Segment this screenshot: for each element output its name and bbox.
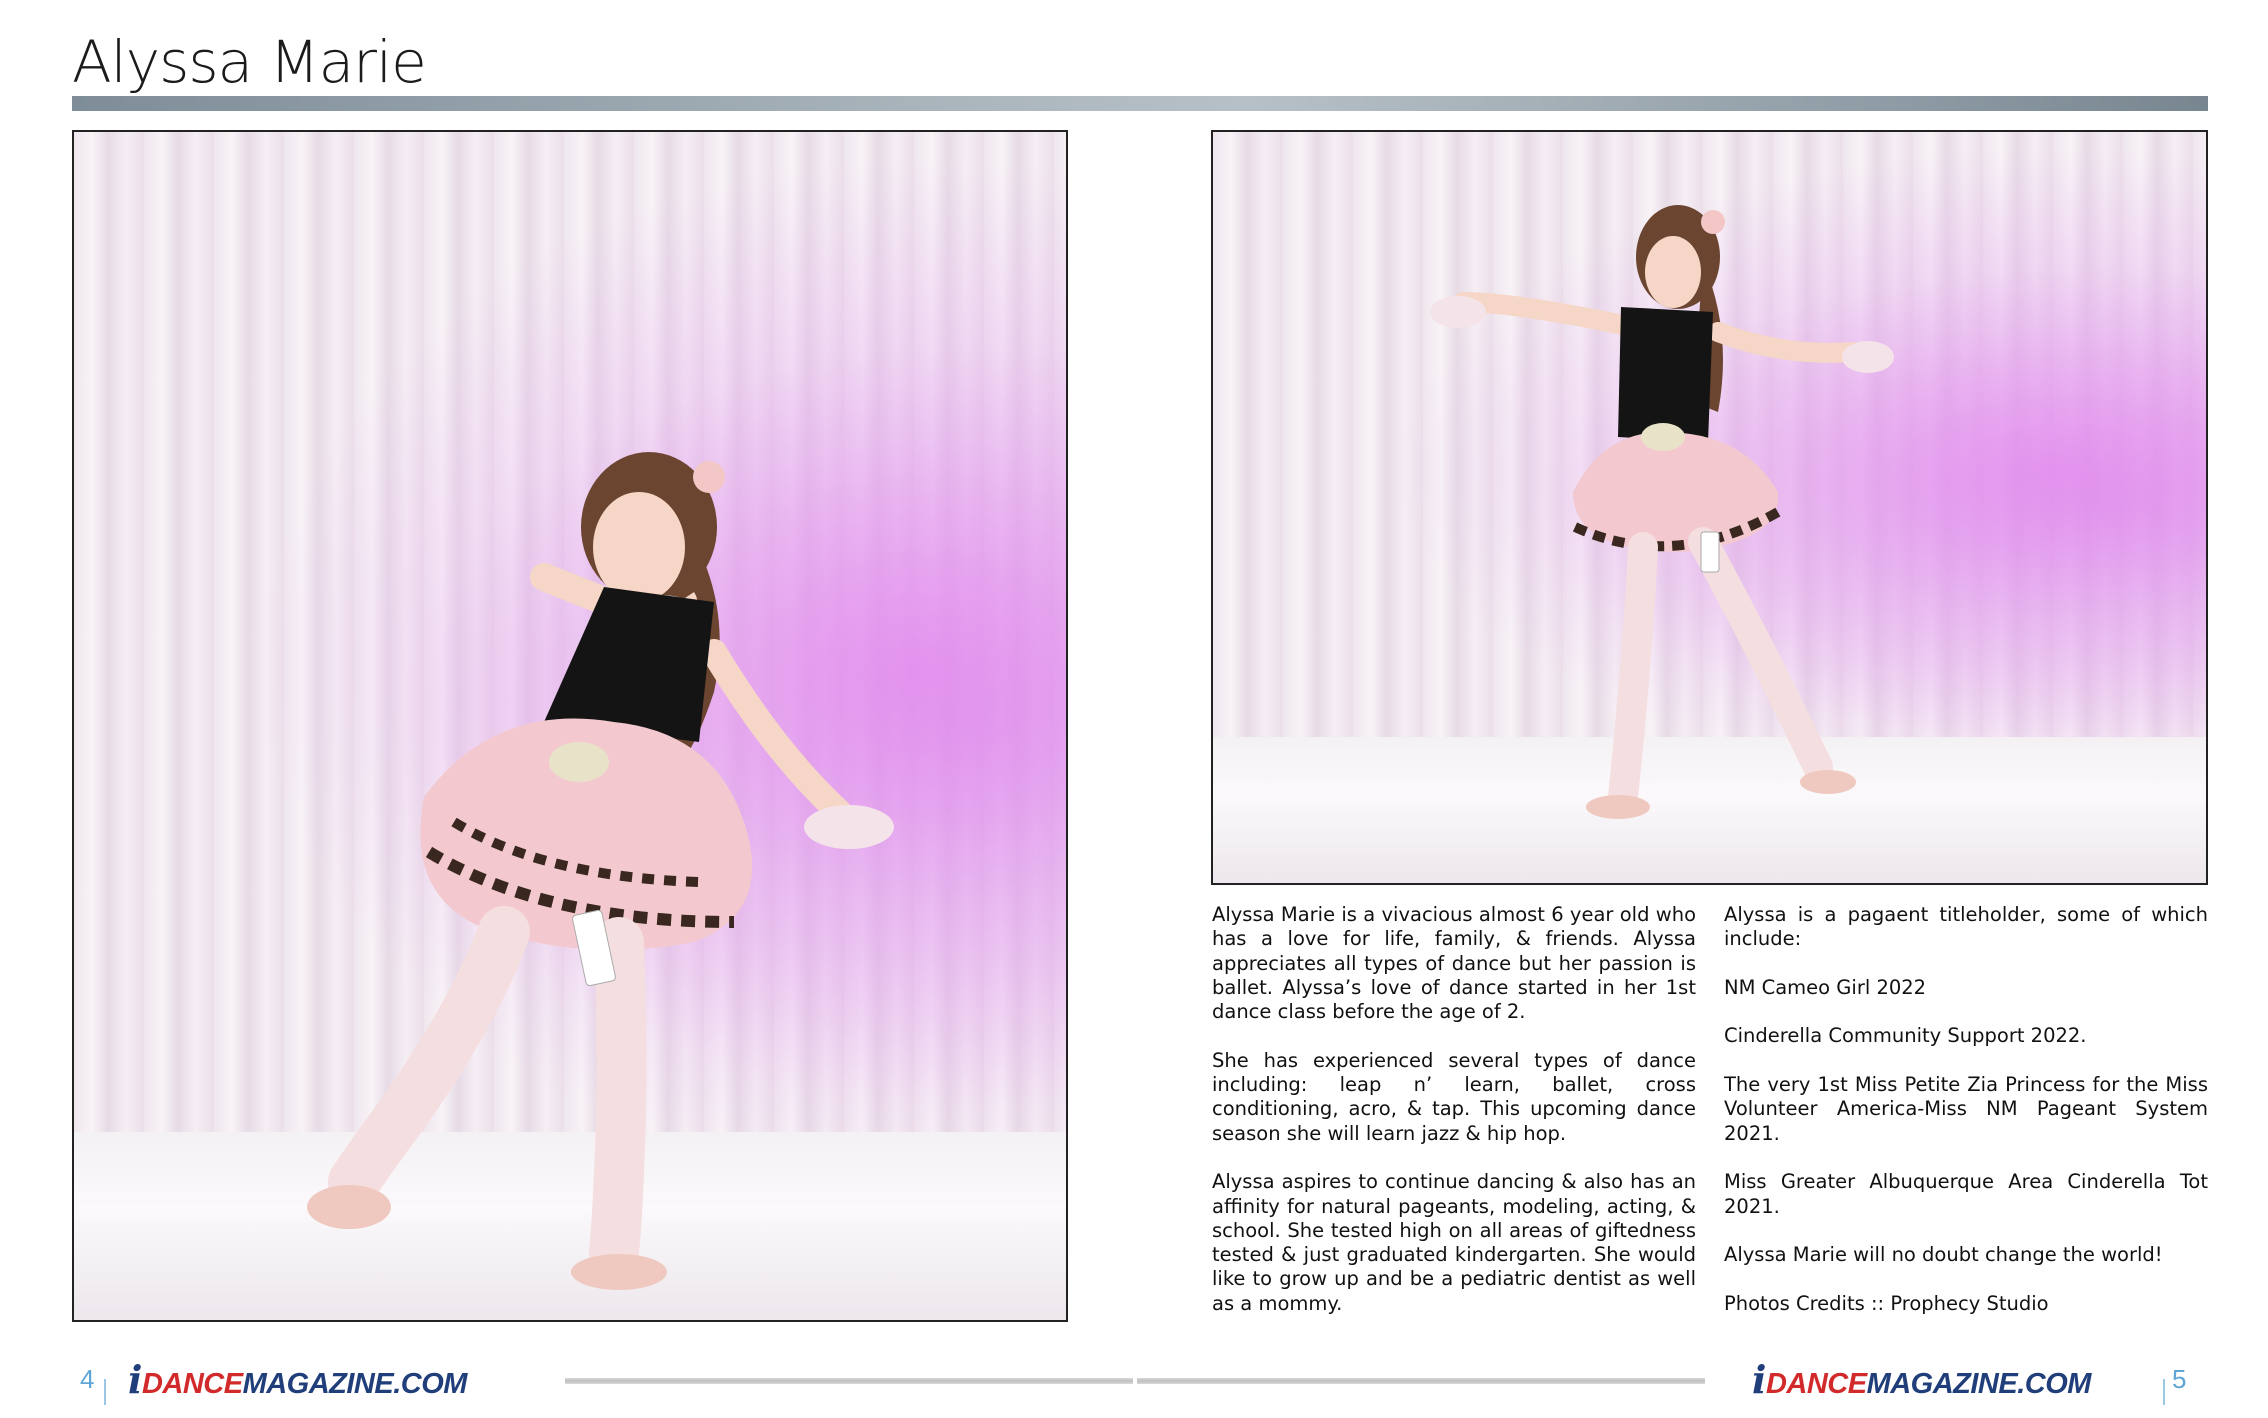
page-number-right: 5 xyxy=(2172,1364,2187,1394)
photo-credits: Photos Credits :: Prophecy Studio xyxy=(1724,1291,2049,1315)
logo-dance-text: DANCE xyxy=(141,1368,243,1400)
article-paragraph: Alyssa is a pagaent titleholder, some of which include: xyxy=(1724,903,2208,951)
logo-i-mark: i xyxy=(1752,1357,1766,1402)
article-column-right xyxy=(1724,903,2208,1316)
article-paragraph: She has experienced several types of dance including: leap n’ learn, ballet, cross conditioning, acro, & tap. This upcoming dance season she will learn jazz & hip hop. xyxy=(1212,1048,1696,1145)
logo-magazine-text: MAGAZINE.COM xyxy=(242,1368,467,1400)
title-list-item: The very 1st Miss Petite Zia Princess for the Miss Volunteer America-Miss NM Pageant System 2021. xyxy=(1724,1073,2208,1145)
footer-rule-left xyxy=(565,1378,1133,1384)
closing-line: Alyssa Marie will no doubt change the world! xyxy=(1724,1243,2163,1267)
logo-i-mark: i xyxy=(128,1357,142,1402)
article-paragraph: Alyssa Marie is a vivacious almost 6 year old who has a love for life, family, & friends. Alyssa appreciates all types of dance but her passion is ballet. Alyssa’s love of dance started in her 1st dance class before the age of 2. xyxy=(1212,903,1696,1024)
article-paragraph: Alyssa aspires to continue dancing & also has an affinity for natural pageants, modeling, acting, & school. She tested high on all areas of giftedness tested & just graduated kindergarten. She would like to grow up and be a pediatric dentist as well as a mommy. xyxy=(1212,1170,1696,1315)
footer-rule-right xyxy=(1137,1378,1705,1384)
page-number-left: 4 xyxy=(80,1364,95,1394)
page-number-divider xyxy=(104,1379,106,1405)
title-list-item: NM Cameo Girl 2022 xyxy=(1724,975,1927,999)
title-list-item: Cinderella Community Support 2022. xyxy=(1724,1024,2087,1048)
magazine-logo-right[interactable] xyxy=(1752,1357,2091,1402)
article-column-left xyxy=(1212,903,1696,1316)
logo-magazine-text: MAGAZINE.COM xyxy=(1866,1368,2091,1400)
magazine-logo-left[interactable] xyxy=(128,1357,467,1402)
dancer-photo-left xyxy=(72,130,1068,1322)
dancer-photo-right xyxy=(1211,130,2208,885)
title-divider xyxy=(72,96,2208,111)
title-list-item: Miss Greater Albuquerque Area Cinderella Tot 2021. xyxy=(1724,1170,2208,1218)
logo-dance-text: DANCE xyxy=(1765,1368,1867,1400)
dancer-figure-right xyxy=(1213,132,2208,885)
dancer-figure-left xyxy=(74,132,1068,1322)
page-number-divider xyxy=(2163,1379,2165,1405)
page-title: Alyssa Marie xyxy=(72,28,426,96)
